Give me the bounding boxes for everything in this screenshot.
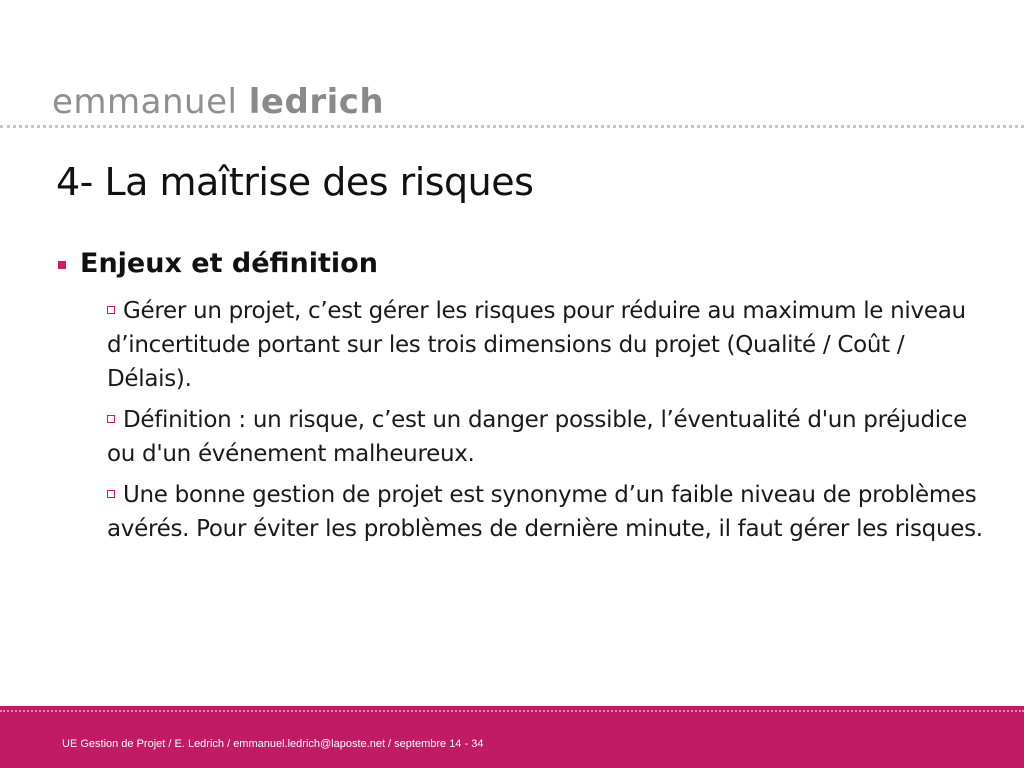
hollow-square-bullet-icon bbox=[107, 306, 115, 314]
list-item-text: Une bonne gestion de projet est synonyme d’un faible niveau de problèmes avérés. Pour éviter les problèmes de dernière minute, il faut gérer les risques. bbox=[107, 482, 983, 542]
footer-dotted-divider bbox=[0, 710, 1024, 712]
author-logo bbox=[52, 82, 384, 122]
section-heading-text: Enjeux et définition bbox=[80, 248, 378, 279]
logo-last-name: ledrich bbox=[248, 82, 385, 122]
list-item bbox=[107, 478, 987, 546]
footer-text: UE Gestion de Projet / E. Ledrich / emmanuel.ledrich@laposte.net / septembre 14 - 34 bbox=[62, 738, 484, 750]
hollow-square-bullet-icon bbox=[107, 490, 115, 498]
header-dotted-divider bbox=[0, 125, 1024, 128]
footer-bar bbox=[0, 706, 1024, 768]
logo-first-name: emmanuel bbox=[52, 82, 238, 122]
list-item bbox=[107, 294, 987, 396]
bullet-list bbox=[107, 294, 987, 553]
square-bullet-icon bbox=[58, 261, 66, 269]
section-heading bbox=[58, 248, 378, 279]
list-item bbox=[107, 403, 987, 471]
hollow-square-bullet-icon bbox=[107, 415, 115, 423]
list-item-text: Gérer un projet, c’est gérer les risques pour réduire au maximum le niveau d’incertitude portant sur les trois dimensions du projet (Qualité / Coût / Délais). bbox=[107, 298, 966, 392]
slide-title: 4- La maîtrise des risques bbox=[56, 160, 534, 204]
list-item-text: Définition : un risque, c’est un danger possible, l’éventualité d'un préjudice ou d'un événement malheureux. bbox=[107, 407, 968, 467]
